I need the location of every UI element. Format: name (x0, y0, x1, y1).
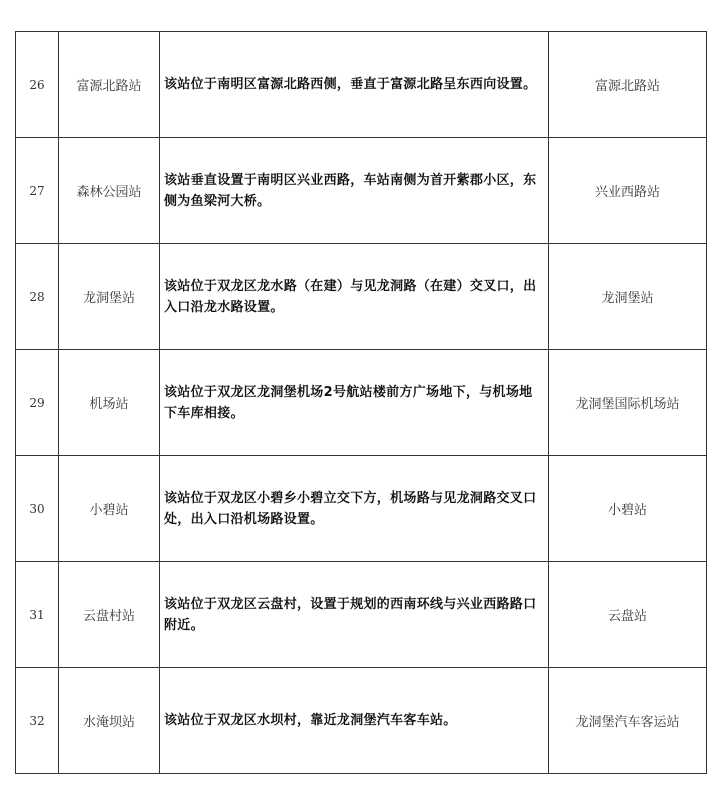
row-number: 32 (16, 668, 59, 774)
station-description: 该站垂直设置于南明区兴业西路，车站南侧为首开紫郡小区，东侧为鱼梁河大桥。 (160, 138, 549, 244)
table-row (16, 32, 707, 138)
station-reference-name: 龙洞堡站 (549, 244, 707, 350)
table-row (16, 456, 707, 562)
station-reference-name: 兴业西路站 (549, 138, 707, 244)
table-row (16, 668, 707, 774)
station-reference-name: 小碧站 (549, 456, 707, 562)
table-row (16, 138, 707, 244)
station-name: 机场站 (59, 350, 160, 456)
station-description: 该站位于南明区富源北路西侧，垂直于富源北路呈东西向设置。 (160, 32, 549, 138)
station-description: 该站位于双龙区小碧乡小碧立交下方，机场路与见龙洞路交叉口处，出入口沿机场路设置。 (160, 456, 549, 562)
row-number: 29 (16, 350, 59, 456)
station-name: 云盘村站 (59, 562, 160, 668)
station-table-container (15, 31, 706, 774)
station-reference-name: 龙洞堡国际机场站 (549, 350, 707, 456)
row-number: 31 (16, 562, 59, 668)
station-table (15, 31, 707, 774)
station-name: 龙洞堡站 (59, 244, 160, 350)
station-description: 该站位于双龙区云盘村，设置于规划的西南环线与兴业西路路口附近。 (160, 562, 549, 668)
station-name: 森林公园站 (59, 138, 160, 244)
station-name: 水淹坝站 (59, 668, 160, 774)
row-number: 28 (16, 244, 59, 350)
table-row (16, 562, 707, 668)
table-row (16, 244, 707, 350)
row-number: 27 (16, 138, 59, 244)
row-number: 30 (16, 456, 59, 562)
row-number: 26 (16, 32, 59, 138)
station-reference-name: 富源北路站 (549, 32, 707, 138)
station-reference-name: 云盘站 (549, 562, 707, 668)
station-description: 该站位于双龙区龙洞堡机场2号航站楼前方广场地下，与机场地下车库相接。 (160, 350, 549, 456)
table-row (16, 350, 707, 456)
station-name: 小碧站 (59, 456, 160, 562)
station-description: 该站位于双龙区龙水路（在建）与见龙洞路（在建）交叉口，出入口沿龙水路设置。 (160, 244, 549, 350)
station-reference-name: 龙洞堡汽车客运站 (549, 668, 707, 774)
station-description: 该站位于双龙区水坝村，靠近龙洞堡汽车客车站。 (160, 668, 549, 774)
station-name: 富源北路站 (59, 32, 160, 138)
